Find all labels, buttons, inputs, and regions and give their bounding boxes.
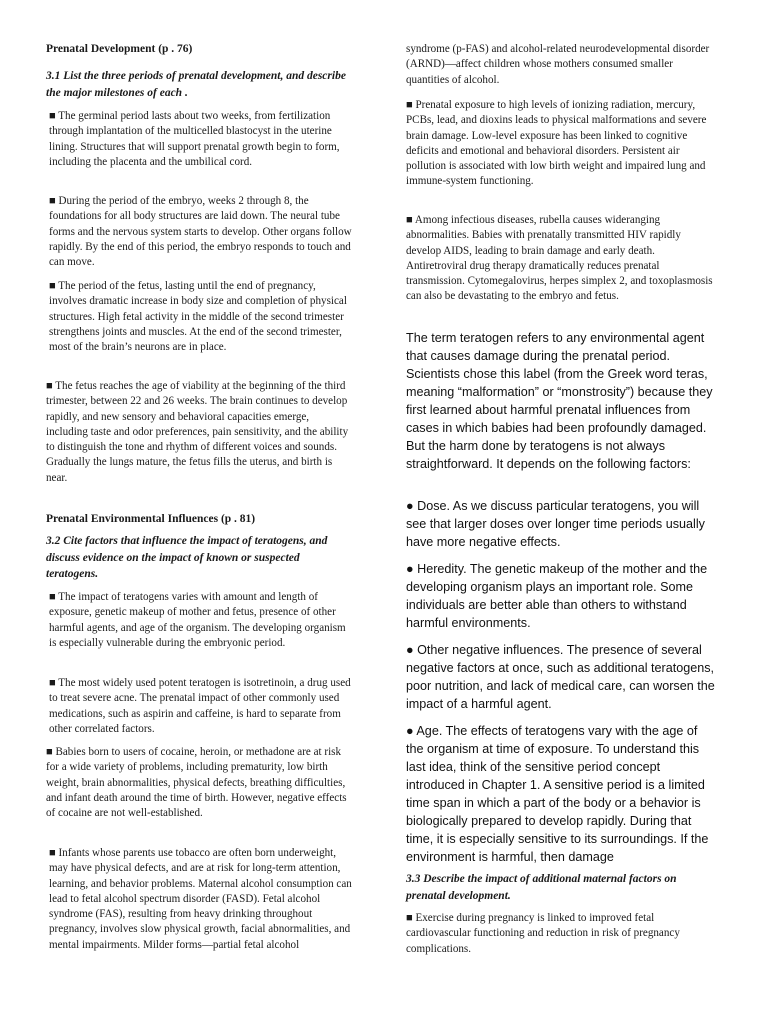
paragraph-cocaine-heroin: ■ Babies born to users of cocaine, heroin, or methadone are at risk for a wide variety of problems, including prematurity, low birth weight, brain abnormalities, physical defects, breathing difficulties, and infant death around the time of birth. However, negative effects of cocaine are not well-established. [46, 746, 347, 820]
paragraph-fetus-period: ■ The period of the fetus, lasting until the end of pregnancy, involves dramatic increase in body size and completion of physical structures. High fetal activity in the middle of the second trimester strengthens joints and muscles. At the end of the second trimester, most of the brain’s neurons are in place. [49, 280, 347, 354]
paragraph-embryo-period: ■ During the period of the embryo, weeks 2 through 8, the foundations for all body structures are laid down. The neural tube forms and the nervous system starts to develop. Other organs follow rapidly. By the end of this period, the embryo responds to touch and can move. [49, 195, 352, 269]
paragraph-germinal-period: ■ The germinal period lasts about two weeks, from fertilization through implantation of the multicelled blastocyst in the uterine lining. Structures that will support prenatal growth begin to form, including the placenta and the umbilical cord. [49, 110, 340, 168]
paragraph-age-factor: ● Age. The effects of teratogens vary with the age of the organism at time of exposure. To understand this last idea, think of the sensitive period concept introduced in Chapter 1. A sensitive period is a limited time span in which a part of the body or a behavior is biologically prepared to develop rapidly. During that time, it is especially sensitive to its surroundings. If the environment is harmful, then damage [406, 724, 709, 864]
paragraph-fas-continued: syndrome (p-FAS) and alcohol-related neurodevelopmental disorder (ARND)—affect children whose mothers consumed smaller quantities of alcohol. [406, 43, 710, 86]
section-heading-environmental-influences: Prenatal Environmental Influences (p . 81) [46, 513, 256, 525]
paragraph-dose-factor: ● Dose. As we discuss particular teratogens, you will see that larger doses over longer time periods usually have more negative effects. [406, 499, 705, 549]
section-heading-prenatal-development: Prenatal Development (p . 76) [46, 43, 193, 55]
paragraph-infectious-diseases: ■ Among infectious diseases, rubella causes wideranging abnormalities. Babies with prenatally transmitted HIV rapidly develop AIDS, leading to brain damage and early death. Antiretroviral drug therapy dramatically reduces prenatal transmission. Cytomegalovirus, herpes simplex 2, and toxoplasmosis can also be devastating to the embryo and fetus. [406, 214, 713, 303]
paragraph-radiation-pollutants: ■ Prenatal exposure to high levels of ionizing radiation, mercury, PCBs, lead, and dioxins leads to physical malformations and severe brain damage. Low-level exposure has been linked to cognitive deficits and emotional and behavioral disorders. Persistent air pollution is associated with low birth weight and impaired lung and immune-system functioning. [406, 99, 707, 188]
paragraph-isotretinoin: ■ The most widely used potent teratogen is isotretinoin, a drug used to treat severe acne. The prenatal impact of other commonly used medications, such as aspirin and caffeine, is hard to separate from other correlated factors. [49, 677, 351, 735]
paragraph-teratogen-definition: The term teratogen refers to any environmental agent that causes damage during the prenatal period. Scientists chose this label (from the Greek word teras, meaning “malformation” or “monstrosity”) because they first learned about harmful prenatal influences from cases in which babies had been profoundly damaged. But the harm done by teratogens is not always straightforward. It depends on the following factors: [406, 331, 713, 471]
paragraph-teratogen-impact: ■ The impact of teratogens varies with amount and length of exposure, genetic makeup of mother and fetus, presence of other harmful agents, and age of the organism. The developing organism is especially vulnerable during the embryonic period. [49, 591, 346, 649]
paragraph-age-of-viability: ■ The fetus reaches the age of viability at the beginning of the third trimester, between 22 and 26 weeks. The brain continues to develop rapidly, and new sensory and behavioral capacities emerge, including taste and odor preferences, pain sensitivity, and the ability to distinguish the tone and rhythm of different voices and sounds. Gradually the lungs mature, the fetus fills the uterus, and birth is near. [46, 380, 349, 484]
paragraph-other-influences-factor: ● Other negative influences. The presence of several negative factors at once, such as additional teratogens, poor nutrition, and lack of medical care, can worsen the impact of a harmful agent. [406, 643, 715, 711]
objective-3-1: 3.1 List the three periods of prenatal development, and describe the major milestones of each . [46, 70, 346, 99]
paragraph-heredity-factor: ● Heredity. The genetic makeup of the mother and the developing organism plays an important role. Some individuals are better able than others to withstand harmful environments. [406, 562, 708, 630]
objective-3-3: 3.3 Describe the impact of additional maternal factors on prenatal development. [406, 873, 677, 902]
paragraph-tobacco-alcohol: ■ Infants whose parents use tobacco are often born underweight, may have physical defects, and are at risk for long-term attention, learning, and behavior problems. Maternal alcohol consumption can lead to fetal alcohol spectrum disorder (FASD). Fetal alcohol syndrome (FAS), resulting from heavy drinking throughout pregnancy, involves slow physical growth, facial abnormalities, and mental impairments. Milder forms—partial fetal alcohol [49, 847, 352, 951]
paragraph-exercise: ■ Exercise during pregnancy is linked to improved fetal cardiovascular functioning and reduction in risk of pregnancy complications. [406, 912, 680, 955]
objective-3-2: 3.2 Cite factors that influence the impact of teratogens, and discuss evidence on the impact of known or suspected teratogens. [46, 535, 328, 580]
